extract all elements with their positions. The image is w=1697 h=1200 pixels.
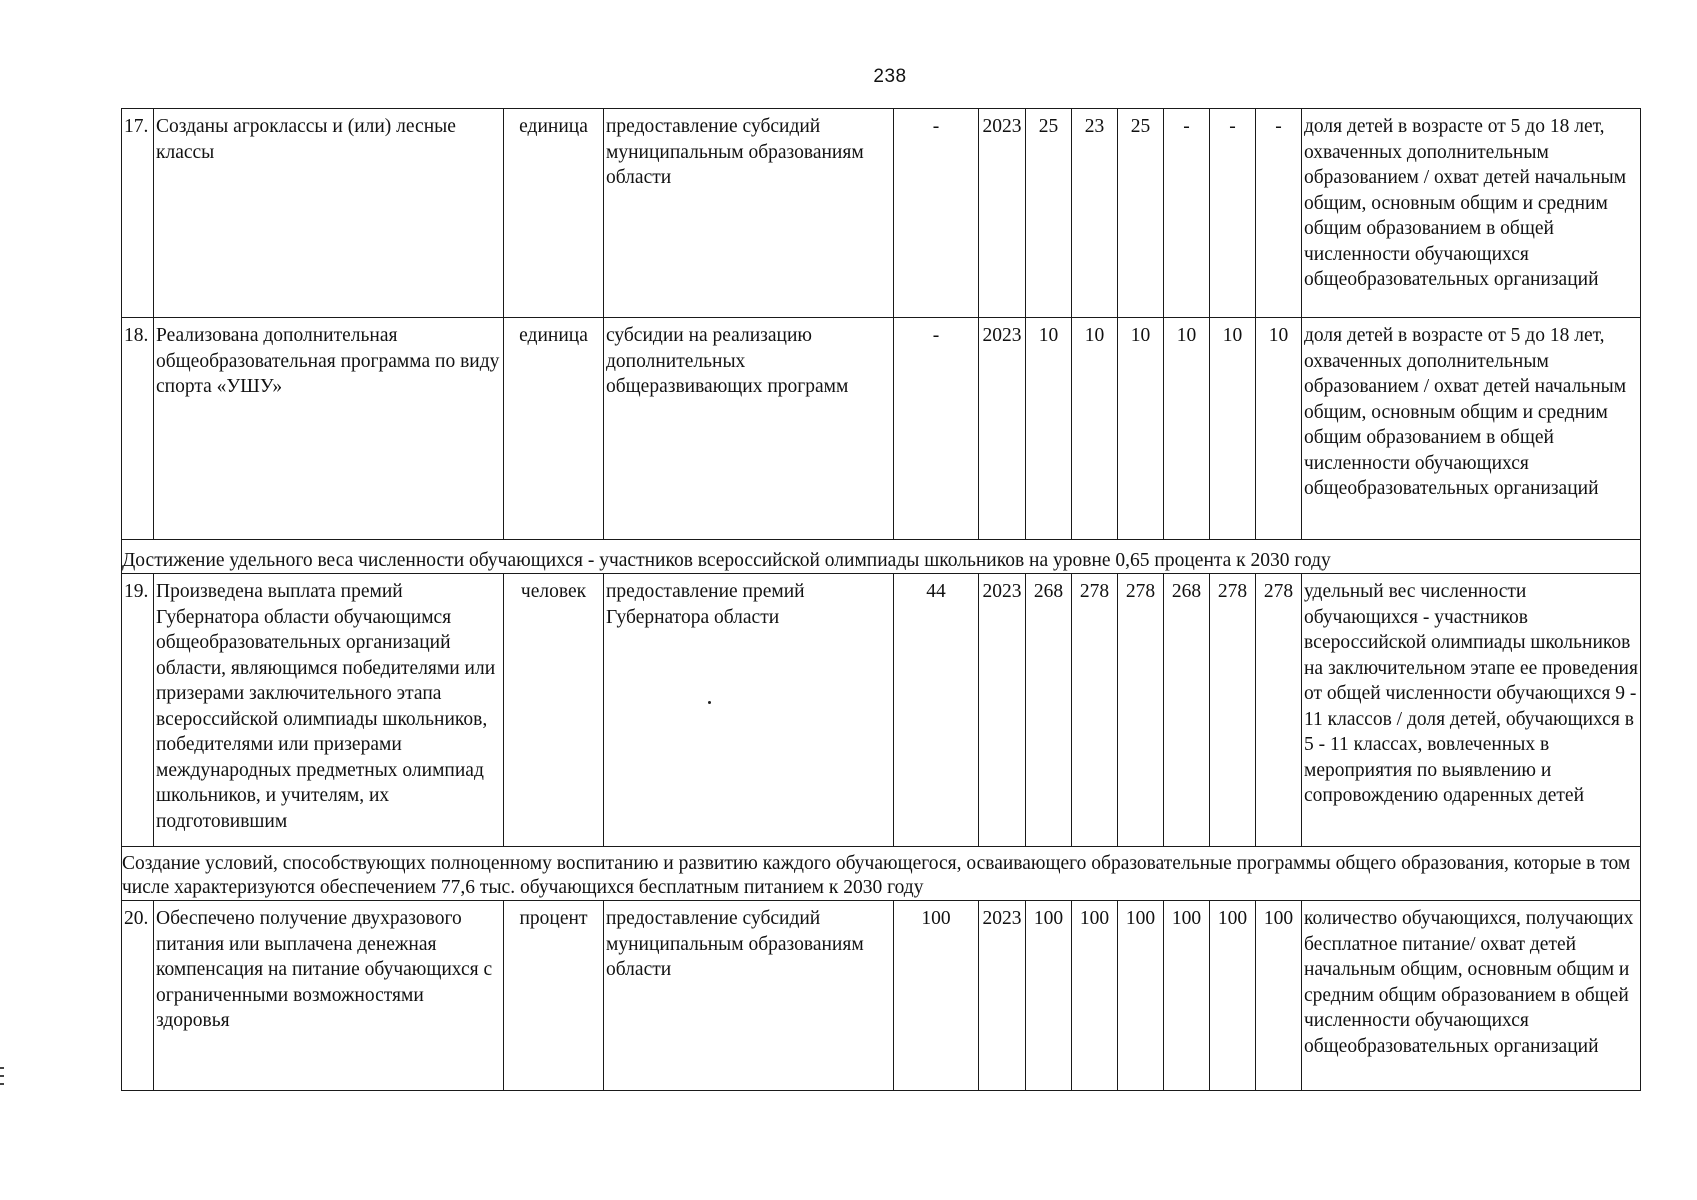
unit-of-measure: единица — [504, 318, 604, 540]
year-value-4: 100 — [1164, 901, 1210, 1091]
year-value-1: 25 — [1026, 109, 1072, 318]
year-value-3: 10 — [1118, 318, 1164, 540]
measure-name: Созданы агроклассы и (или) лесные классы — [154, 109, 504, 318]
year-value-6: - — [1256, 109, 1302, 318]
year-value-2: 278 — [1072, 574, 1118, 847]
page-number: 238 — [873, 66, 907, 87]
binding-margin-marks — [0, 1067, 5, 1091]
linked-indicator: доля детей в возрасте от 5 до 18 лет, охваченных дополнительным образованием / охват детей начальным общим, основным общим и средним общим образованием в общей численности обучающихся общеобразовательных организаций — [1302, 318, 1641, 540]
year-value-4: - — [1164, 109, 1210, 318]
funding-source: предоставление премий Губернатора области — [604, 574, 894, 847]
margin-tick — [0, 1067, 4, 1069]
section-header-row — [122, 847, 1641, 901]
unit-of-measure: процент — [504, 901, 604, 1091]
year-value-5: - — [1210, 109, 1256, 318]
linked-indicator: удельный вес численности обучающихся - участников всероссийской олимпиады школьников на заключительном этапе ее проведения от общей численности обучающихся 9 - 11 классов / доля детей, обучающихся в 5 - 11 классах, вовлеченных в мероприятия по выявлению и сопровождению одаренных детей — [1302, 574, 1641, 847]
measure-name: Произведена выплата премий Губернатора области обучающимся общеобразовательных организаций области, являющимся победителями или призерами заключительного этапа всероссийской олимпиады школьников, победителями или призерами международных предметных олимпиад школьников, и учителям, их подготовившим — [154, 574, 504, 847]
measures-table — [121, 108, 1641, 1091]
year-value-5: 100 — [1210, 901, 1256, 1091]
section-header-row — [122, 540, 1641, 574]
table-row-18 — [122, 318, 1641, 540]
year-value-1: 100 — [1026, 901, 1072, 1091]
base-year: 2023 — [979, 318, 1026, 540]
year-value-3: 100 — [1118, 901, 1164, 1091]
measure-name: Реализована дополнительная общеобразовательная программа по виду спорта «УШУ» — [154, 318, 504, 540]
scan-speck — [708, 701, 711, 704]
section-header-olympiad: Достижение удельного веса численности обучающихся - участников всероссийской олимпиады школьников на уровне 0,65 процента к 2030 году — [122, 540, 1641, 574]
section-header-nutrition: Создание условий, способствующих полноценному воспитанию и развитию каждого обучающегося, осваивающего образовательные программы общего образования, которые в том числе характеризуются обеспечением 77,6 тыс. обучающихся бесплатным питанием к 2030 году — [122, 847, 1641, 901]
year-value-4: 268 — [1164, 574, 1210, 847]
unit-of-measure: единица — [504, 109, 604, 318]
funding-source: субсидии на реализацию дополнительных общеразвивающих программ — [604, 318, 894, 540]
row-number: 19. — [122, 574, 154, 847]
margin-tick — [0, 1083, 4, 1085]
year-value-2: 10 — [1072, 318, 1118, 540]
linked-indicator: количество обучающихся, получающих бесплатное питание/ охват детей начальным общим, основным общим и средним общим образованием в общей численности обучающихся общеобразовательных организаций — [1302, 901, 1641, 1091]
year-value-3: 278 — [1118, 574, 1164, 847]
year-value-6: 278 — [1256, 574, 1302, 847]
row-number: 18. — [122, 318, 154, 540]
base-value: 44 — [894, 574, 979, 847]
base-year: 2023 — [979, 109, 1026, 318]
year-value-2: 100 — [1072, 901, 1118, 1091]
margin-tick — [0, 1075, 4, 1077]
year-value-1: 268 — [1026, 574, 1072, 847]
base-value: - — [894, 318, 979, 540]
year-value-4: 10 — [1164, 318, 1210, 540]
table-row-17 — [122, 109, 1641, 318]
table-row-20 — [122, 901, 1641, 1091]
year-value-1: 10 — [1026, 318, 1072, 540]
year-value-6: 10 — [1256, 318, 1302, 540]
year-value-5: 10 — [1210, 318, 1256, 540]
base-value: 100 — [894, 901, 979, 1091]
row-number: 17. — [122, 109, 154, 318]
year-value-5: 278 — [1210, 574, 1256, 847]
table-row-19 — [122, 574, 1641, 847]
base-year: 2023 — [979, 901, 1026, 1091]
funding-source: предоставление субсидий муниципальным образованиям области — [604, 901, 894, 1091]
year-value-2: 23 — [1072, 109, 1118, 318]
row-number: 20. — [122, 901, 154, 1091]
base-value: - — [894, 109, 979, 318]
linked-indicator: доля детей в возрасте от 5 до 18 лет, охваченных дополнительным образованием / охват детей начальным общим, основным общим и средним общим образованием в общей численности обучающихся общеобразовательных организаций — [1302, 109, 1641, 318]
funding-source: предоставление субсидий муниципальным образованиям области — [604, 109, 894, 318]
year-value-6: 100 — [1256, 901, 1302, 1091]
base-year: 2023 — [979, 574, 1026, 847]
unit-of-measure: человек — [504, 574, 604, 847]
measure-name: Обеспечено получение двухразового питания или выплачена денежная компенсация на питание обучающихся с ограниченными возможностями здоровья — [154, 901, 504, 1091]
year-value-3: 25 — [1118, 109, 1164, 318]
